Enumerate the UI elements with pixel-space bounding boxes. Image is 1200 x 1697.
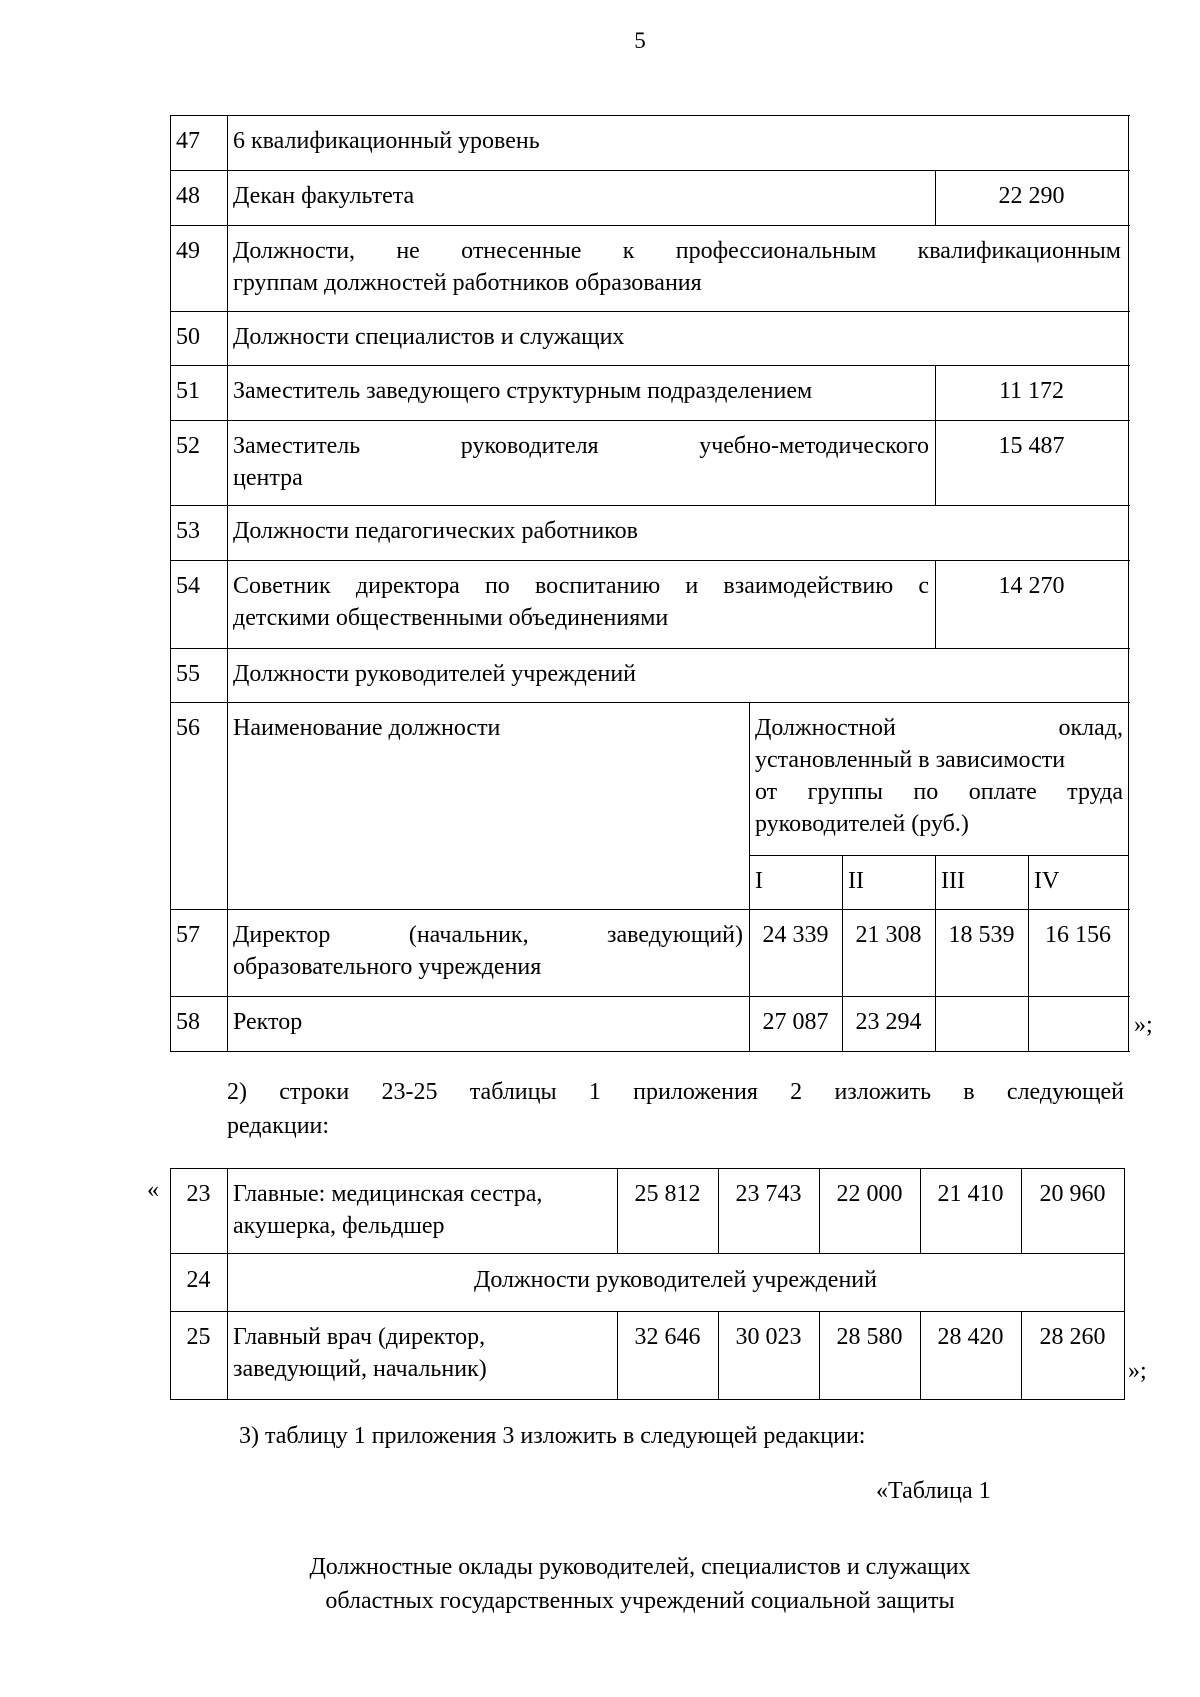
- salary-value: 28 420: [937, 1324, 1004, 1350]
- paragraph-line: 2) строки 23-25 таблицы 1 приложения 2 изложить в следующей: [227, 1079, 1124, 1105]
- row-border: [170, 365, 1130, 366]
- table-border-right: [1128, 115, 1129, 1052]
- position-name-line: образовательного учреждения: [233, 954, 542, 980]
- row-number: 51: [176, 378, 200, 404]
- row-border: [170, 115, 1130, 116]
- row-border: [170, 311, 1130, 312]
- salary-value: 21 410: [937, 1181, 1004, 1207]
- row-border: [170, 420, 1130, 421]
- salary-value: 25 812: [634, 1181, 701, 1207]
- paragraph-line: редакции:: [227, 1113, 330, 1139]
- salary-value: 28 260: [1039, 1324, 1106, 1350]
- salary-value: 23 294: [855, 1009, 922, 1035]
- row-border: [749, 855, 1129, 856]
- salary-value: 14 270: [998, 573, 1065, 599]
- row-border: [170, 702, 1130, 703]
- row-border: [170, 1168, 1125, 1169]
- position-name: Ректор: [233, 1009, 303, 1035]
- salary-value: 22 000: [836, 1181, 903, 1207]
- row-heading-line: группам должностей работников образования: [233, 270, 702, 296]
- row-number: 57: [176, 922, 200, 948]
- position-name-line: Директор (начальник, заведующий): [233, 922, 743, 948]
- row-heading: Должности специалистов и служащих: [233, 324, 625, 350]
- row-number: 56: [176, 715, 200, 741]
- salary-value: [935, 1002, 1028, 1006]
- salary-value: 30 023: [735, 1324, 802, 1350]
- row-border: [170, 1253, 1125, 1254]
- row-border: [170, 1311, 1125, 1312]
- salary-value: 23 743: [735, 1181, 802, 1207]
- group-header: I: [755, 868, 763, 894]
- closing-quote: »;: [1128, 1358, 1147, 1384]
- position-name-line: центра: [233, 465, 303, 491]
- salary-value: 27 087: [762, 1009, 829, 1035]
- row-border: [170, 170, 1130, 171]
- table-title-line: областных государственных учреждений социальной защиты: [325, 1588, 955, 1614]
- table-border-right: [1124, 1168, 1125, 1400]
- row-number: 23: [186, 1181, 211, 1207]
- table-caption: «Таблица 1: [876, 1478, 991, 1504]
- row-number: 50: [176, 324, 200, 350]
- position-name-line: Советник директора по воспитанию и взаимодействию с: [233, 573, 929, 599]
- column-header-position: Наименование должности: [233, 715, 501, 741]
- row-number: 54: [176, 573, 200, 599]
- salary-value: 22 290: [998, 183, 1065, 209]
- group-header: II: [848, 868, 864, 894]
- row-border: [170, 996, 1130, 997]
- position-name: Заместитель заведующего структурным подразделением: [233, 378, 813, 404]
- row-border: [170, 560, 1130, 561]
- column-header-salary-line: Должностной оклад,: [755, 715, 1123, 741]
- paragraph: 3) таблицу 1 приложения 3 изложить в следующей редакции:: [239, 1423, 866, 1449]
- salary-value: 24 339: [762, 922, 829, 948]
- row-border: [170, 1051, 1130, 1052]
- row-heading: 6 квалификационный уровень: [233, 128, 540, 154]
- row-number: 25: [186, 1324, 211, 1350]
- group-header: III: [941, 868, 965, 894]
- column-header-salary-line: установленный в зависимости: [755, 747, 1066, 773]
- row-border: [170, 225, 1130, 226]
- position-name-line: заведующий, начальник): [233, 1356, 487, 1382]
- group-header: IV: [1034, 868, 1060, 894]
- salary-value: 32 646: [634, 1324, 701, 1350]
- row-number: 49: [176, 238, 200, 264]
- row-border: [170, 909, 1130, 910]
- row-heading: Должности педагогических работников: [233, 518, 638, 544]
- page-number: 5: [634, 28, 646, 53]
- row-heading: Должности руководителей учреждений: [473, 1267, 877, 1293]
- salary-value: [1028, 1002, 1128, 1006]
- salary-value: 11 172: [998, 378, 1065, 404]
- row-number: 47: [176, 128, 200, 154]
- salary-value: 16 156: [1045, 922, 1111, 948]
- row-heading: Должности руководителей учреждений: [233, 661, 637, 687]
- row-number: 53: [176, 518, 200, 544]
- row-number: 55: [176, 661, 200, 687]
- table-title-line: Должностные оклады руководителей, специалистов и служащих: [309, 1554, 971, 1580]
- row-number: 52: [176, 433, 200, 459]
- row-heading-line: Должности, не отнесенные к профессиональным квалификационным: [233, 238, 1121, 264]
- row-border: [170, 648, 1130, 649]
- position-name-line: Заместитель руководителя учебно-методического: [233, 433, 929, 459]
- row-number: 48: [176, 183, 200, 209]
- position-name-line: детскими общественными объединениями: [233, 605, 669, 631]
- salary-value: 15 487: [998, 433, 1065, 459]
- salary-value: 28 580: [836, 1324, 903, 1350]
- row-number: 24: [186, 1267, 211, 1293]
- salary-value: 18 539: [948, 922, 1015, 948]
- position-name-line: акушерка, фельдшер: [233, 1213, 445, 1239]
- column-header-salary-line: руководителей (руб.): [755, 811, 969, 837]
- salary-value: 21 308: [855, 922, 922, 948]
- salary-value: 20 960: [1039, 1181, 1106, 1207]
- row-number: 58: [176, 1009, 200, 1035]
- position-name-line: Главные: медицинская сестра,: [233, 1181, 543, 1207]
- column-header-salary-line: от группы по оплате труда: [755, 779, 1123, 805]
- position-name: Декан факультета: [233, 183, 415, 209]
- closing-quote: »;: [1134, 1012, 1153, 1038]
- row-border: [170, 505, 1130, 506]
- opening-quote: «: [147, 1177, 159, 1203]
- row-border: [170, 1399, 1125, 1400]
- position-name-line: Главный врач (директор,: [233, 1324, 486, 1350]
